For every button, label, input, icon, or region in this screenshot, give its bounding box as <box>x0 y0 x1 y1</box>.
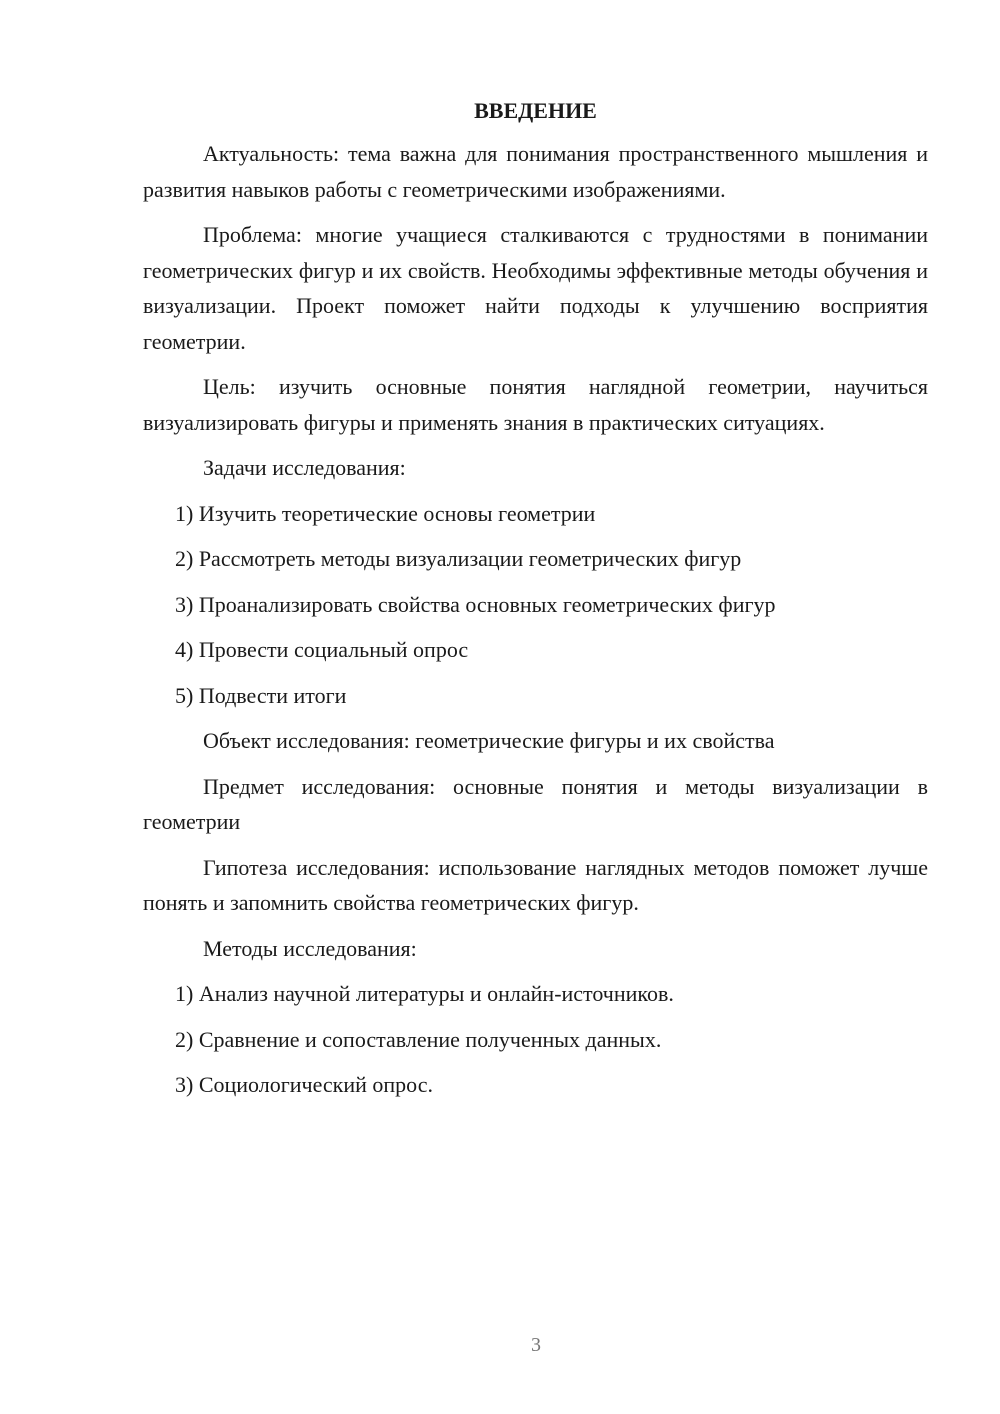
methods-heading: Методы исследования: <box>203 935 417 961</box>
task-item: 4) Провести социальный опрос <box>175 637 469 662</box>
page-content <box>143 94 928 1113</box>
task-item: 1) Изучить теоретические основы геометрии <box>175 500 596 526</box>
subject-paragraph: Предмет исследования: основные понятия и методы визуализации в геометрии <box>143 773 928 834</box>
task-item: 5) Подвести итоги <box>175 682 347 708</box>
hypothesis-paragraph: Гипотеза исследования: использование наглядных методов поможет лучше понять и запомнить свойства геометрических фигур. <box>143 854 928 915</box>
task-item: 3) Проанализировать свойства основных геометрических фигур <box>175 591 776 617</box>
page-number: 3 <box>531 1334 541 1356</box>
method-item: 1) Анализ научной литературы и онлайн-источников. <box>175 981 674 1006</box>
problem-paragraph: Проблема: многие учащиеся сталкиваются с трудностями в понимании геометрических фигур и их свойств. Необходимы эффективные методы обучения и визуализации. Проект поможет найти подходы к улучшению восприятия геометрии. <box>143 222 928 354</box>
method-item: 2) Сравнение и сопоставление полученных данных. <box>175 1026 662 1052</box>
tasks-list <box>143 496 928 714</box>
method-item: 3) Социологический опрос. <box>175 1072 433 1097</box>
section-title: ВВЕДЕНИЕ <box>474 98 597 123</box>
relevance-paragraph: Актуальность: тема важна для понимания пространственного мышления и развития навыков работы с геометрическими изображениями. <box>143 141 928 202</box>
tasks-heading: Задачи исследования: <box>203 455 406 480</box>
task-item: 2) Рассмотреть методы визуализации геометрических фигур <box>175 546 742 571</box>
goal-paragraph: Цель: изучить основные понятия наглядной геометрии, научиться визуализировать фигуры и применять знания в практических ситуациях. <box>143 374 928 435</box>
methods-list <box>143 976 928 1103</box>
object-paragraph: Объект исследования: геометрические фигуры и их свойства <box>203 728 775 753</box>
